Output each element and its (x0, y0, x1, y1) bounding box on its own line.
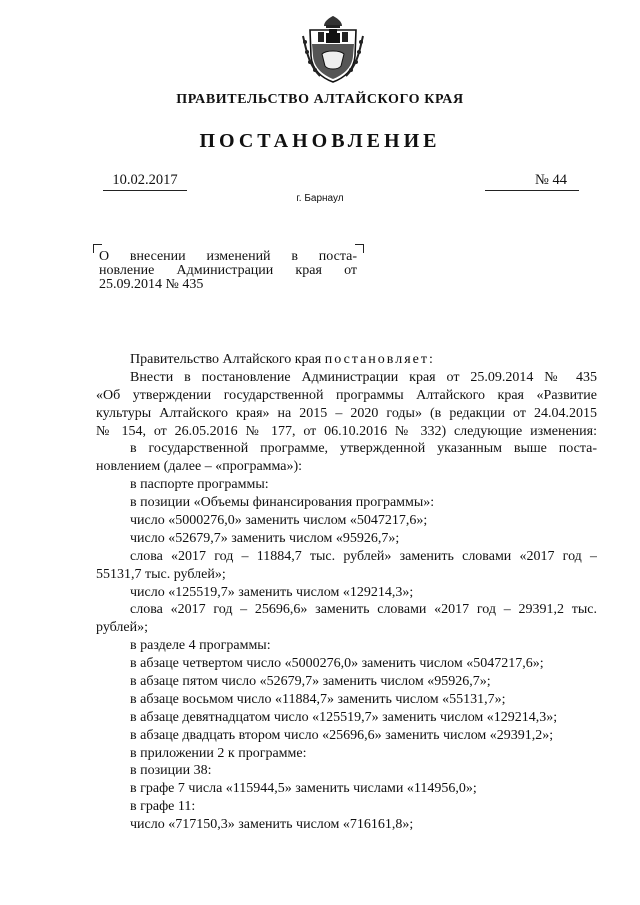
body-line: в абзаце девятнадцатом число «125519,7» заменить числом «129214,3»; (130, 709, 558, 725)
document-subject (99, 250, 357, 292)
body-line: в графе 7 числа «115944,5» заменить числами «114956,0»; (130, 781, 477, 797)
body-line: в государственной программе, утвержденной указанным выше поста- (130, 441, 597, 457)
subject-line: 25.09.2014 № 435 (99, 277, 204, 292)
body-line: в приложении 2 к программе: (130, 745, 307, 761)
body-line: в абзаце восьмом число «11884,7» заменить числом «55131,7»; (130, 691, 506, 707)
body-line: Внести в постановление Администрации края от 25.09.2014 № 435 (130, 369, 597, 385)
body-line: рублей»; (96, 620, 148, 636)
body-line: число «52679,7» заменить числом «95926,7»; (130, 530, 400, 546)
body-line: в абзаце пятом число «52679,7» заменить числом «95926,7»; (130, 674, 491, 690)
body-line: слова «2017 год – 11884,7 тыс. рублей» заменить словами «2017 год – (130, 548, 597, 564)
document-date: 10.02.2017 (103, 172, 187, 191)
body-line: число «125519,7» заменить числом «129214,3»; (130, 584, 414, 600)
document-body (96, 351, 597, 834)
body-line: в абзаце двадцать втором число «25696,6» заменить числом «29391,2»; (130, 727, 554, 743)
body-line: № 154, от 26.05.2016 № 177, от 06.10.2016 № 332) следующие изменения: (96, 423, 597, 439)
body-line: число «5000276,0» заменить числом «5047217,6»; (130, 513, 428, 529)
body-line: в позиции 38: (130, 763, 212, 779)
coat-of-arms-icon (300, 14, 366, 84)
subject-line: новление Администрации края от (99, 263, 357, 278)
body-line: 55131,7 тыс. рублей»; (96, 566, 226, 582)
document-city: г. Барнаул (296, 193, 344, 204)
subject-line: О внесении изменений в поста- (99, 249, 357, 264)
intro-line (96, 351, 597, 369)
document-number: № 44 (485, 172, 579, 191)
body-line: в позиции «Объемы финансирования программы»: (130, 495, 435, 511)
government-name: ПРАВИТЕЛЬСТВО АЛТАЙСКОГО КРАЯ (176, 92, 464, 107)
body-line: слова «2017 год – 25696,6» заменить словами «2017 год – 29391,2 тыс. (130, 602, 597, 618)
body-line: в графе 11: (130, 799, 196, 815)
body-line: новлением (далее – «программа»): (96, 459, 303, 475)
document-type: ПОСТАНОВЛЕНИЕ (199, 130, 441, 152)
body-line: число «717150,3» заменить числом «716161,8»; (130, 817, 414, 833)
intro-verb: постановляет: (324, 352, 435, 367)
body-line: культуры Алтайского края» на 2015 – 2020 годы» (в редакции от 24.04.2015 (96, 405, 597, 421)
body-line: в абзаце четвертом число «5000276,0» заменить числом «5047217,6»; (130, 656, 544, 672)
body-line: «Об утверждении государственной программы Алтайского края «Развитие (96, 387, 597, 403)
body-line: в паспорте программы: (130, 477, 269, 493)
body-line: в разделе 4 программы: (130, 638, 271, 654)
intro-prefix: Правительство Алтайского края (130, 352, 325, 367)
